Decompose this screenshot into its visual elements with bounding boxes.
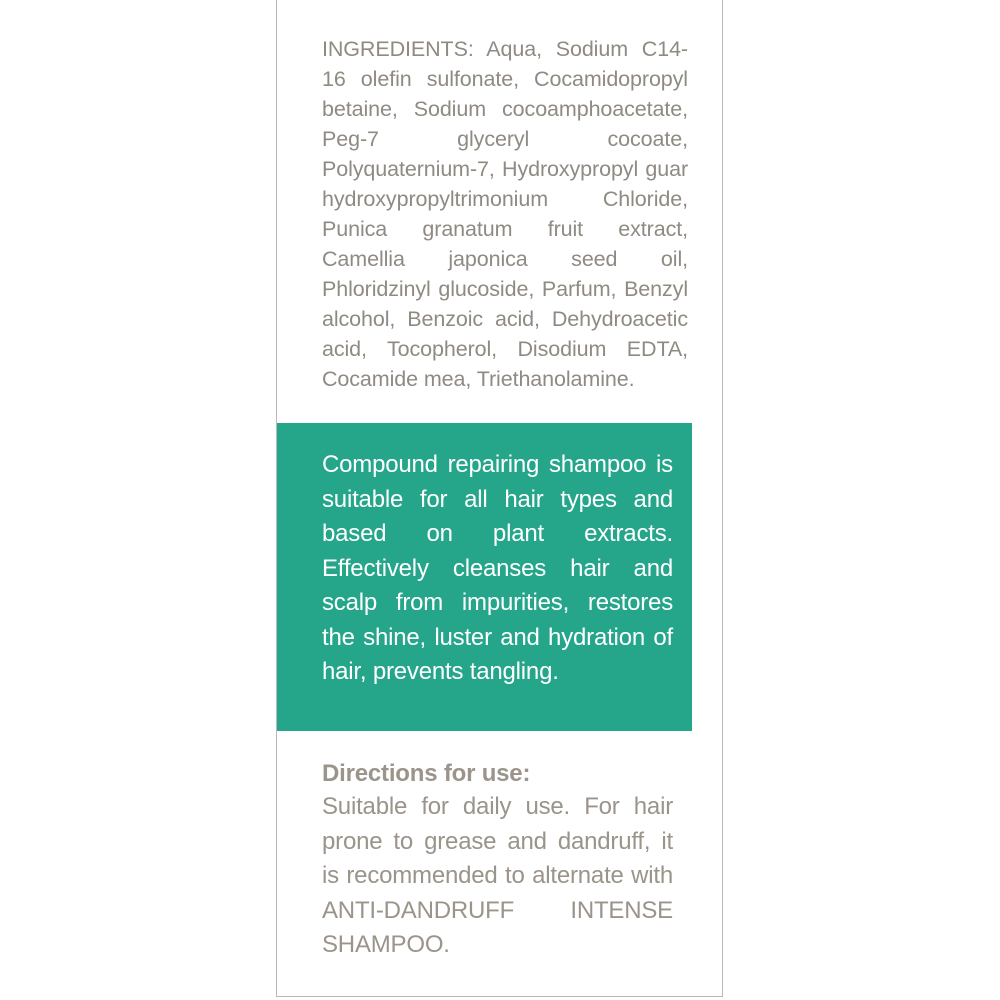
label-panel <box>276 0 723 997</box>
directions-text: Suitable for daily use. For hair prone to grease and dandruff, it is recommended to alternate with ANTI-DANDRUFF INTENSE SHAMPOO. <box>322 793 673 958</box>
description-text: Compound repairing shampoo is suitable for all hair types and based on plant extracts. Effectively cleanses hair and scalp from impurities, restores the shine, luster and hydration of hair, prevents tangling. <box>322 451 673 685</box>
ingredients-text: INGREDIENTS: Aqua, Sodium C14-16 olefin sulfonate, Cocamidopropyl betaine, Sodium cocoamphoacetate, Peg-7 glyceryl cocoate, Polyquaternium-7, Hydroxypropyl guar hydroxypropyltrimonium Chloride, Punica granatum fruit extract, Camellia japonica seed oil, Phloridzinyl glucoside, Parfum, Benzyl alcohol, Benzoic acid, Dehydroacetic acid, Tocopherol, Disodium EDTA, Cocamide mea, Triethanolamine. <box>322 37 688 391</box>
directions-title: Directions for use: <box>322 760 531 787</box>
description-box <box>277 423 692 731</box>
